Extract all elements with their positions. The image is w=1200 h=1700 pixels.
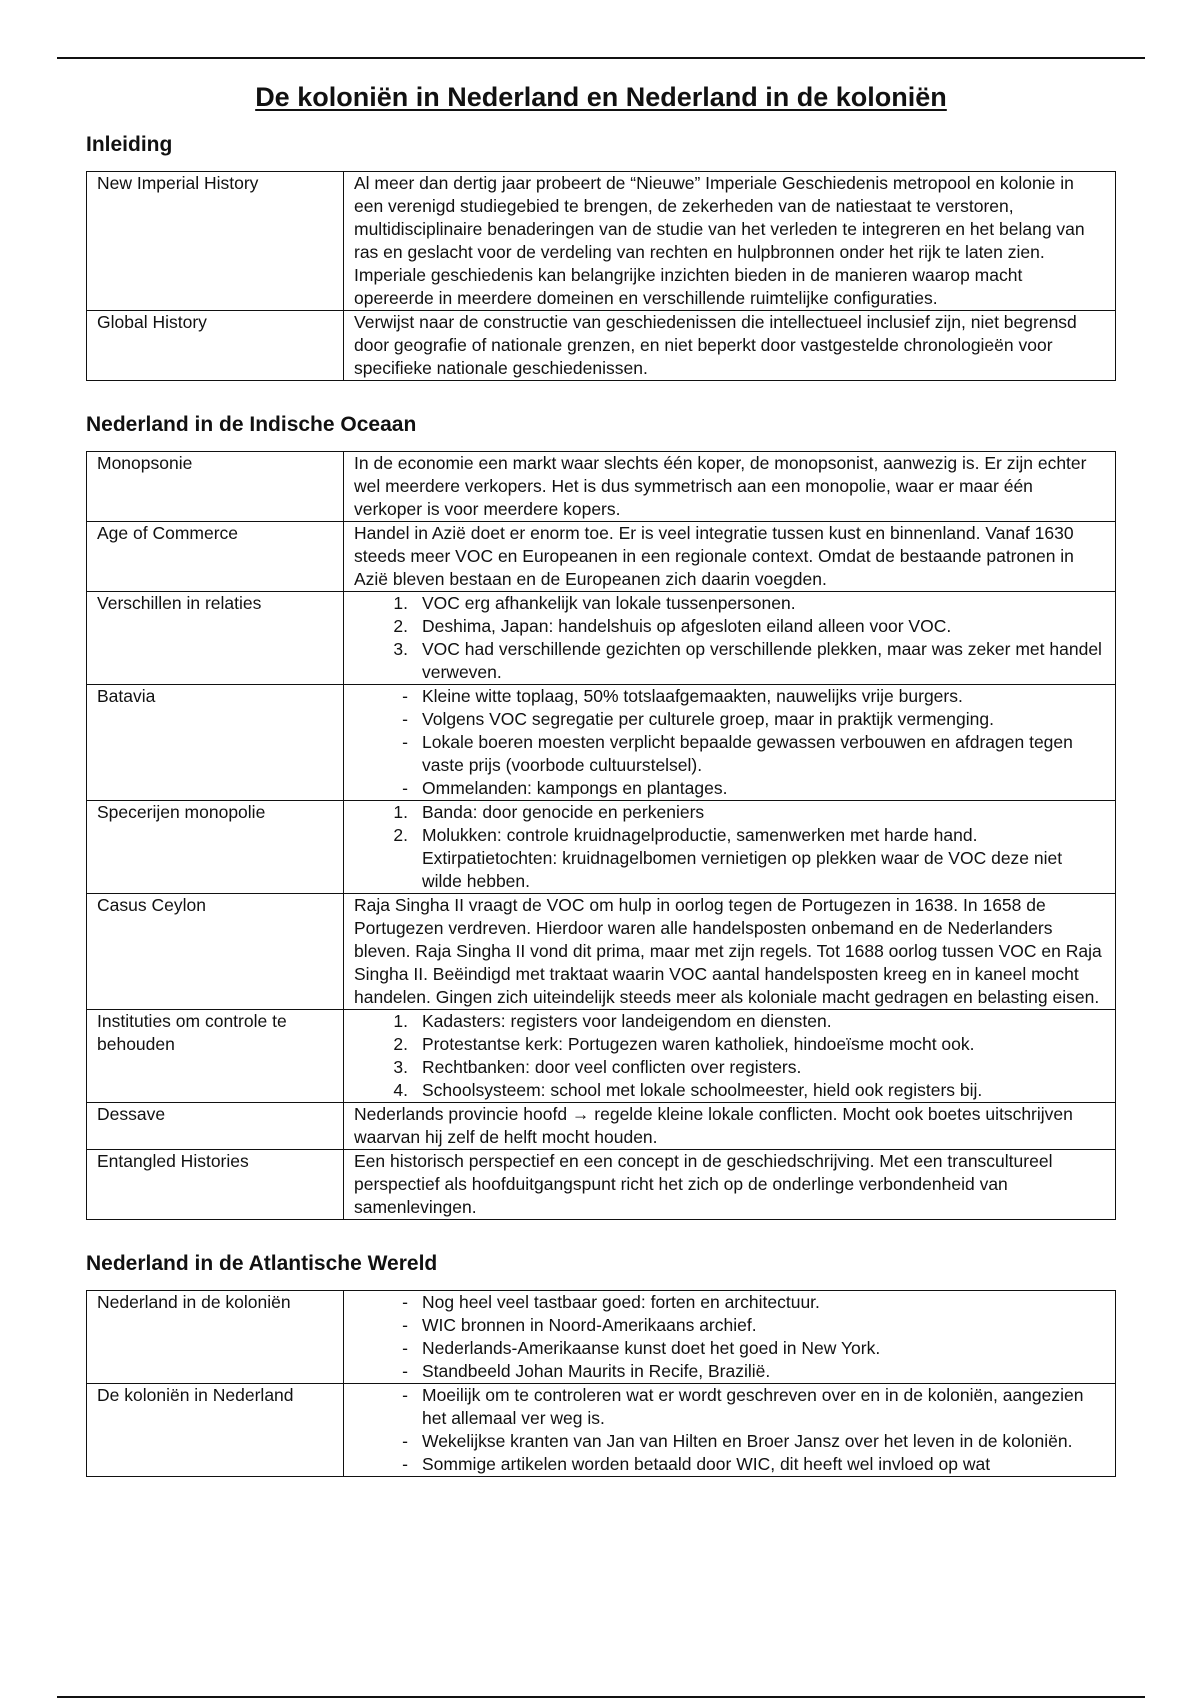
list-item-text: Lokale boeren moesten verplicht bepaalde gewassen verbouwen en afdragen tegen vaste prijs (voorbode cultuurstelsel). xyxy=(422,732,1073,775)
definition-list xyxy=(354,685,1105,800)
definition-cell xyxy=(344,1010,1116,1103)
list-item xyxy=(354,1453,1105,1476)
document-title: De koloniën in Nederland en Nederland in de koloniën xyxy=(255,82,947,112)
list-marker: 1. xyxy=(393,1011,408,1031)
table-row xyxy=(87,522,1116,592)
list-item xyxy=(354,1056,1105,1079)
definition-cell: Handel in Azië doet er enorm toe. Er is veel integratie tussen kust en binnenland. Vanaf 1630 steeds meer VOC en Europeanen in een regionale context. Omdat de bestaande patronen in Azië bleven bestaan en de Europeanen zich daarin voegden. xyxy=(344,522,1116,592)
definition-cell xyxy=(344,592,1116,685)
definition-cell: In de economie een markt waar slechts één koper, de monopsonist, aanwezig is. Er zijn echter wel meerdere verkopers. Het is dus symmetrisch aan een monopolie, waar er maar één verkoper is voor meerdere kopers. xyxy=(344,452,1116,522)
term-cell: Entangled Histories xyxy=(87,1150,344,1220)
list-item-text: Nederlands-Amerikaanse kunst doet het goed in New York. xyxy=(422,1338,881,1358)
section xyxy=(86,413,1116,1220)
list-item-text: Banda: door genocide en perkeniers xyxy=(422,802,705,822)
term-cell: De koloniën in Nederland xyxy=(87,1384,344,1477)
footer-rule xyxy=(57,1696,1145,1698)
list-item xyxy=(354,801,1105,824)
list-item xyxy=(354,777,1105,800)
header-rule xyxy=(57,57,1145,59)
list-marker: 1. xyxy=(393,593,408,613)
definition-cell xyxy=(344,801,1116,894)
list-item xyxy=(354,685,1105,708)
list-item xyxy=(354,615,1105,638)
document-page xyxy=(86,82,1116,1477)
term-cell: Age of Commerce xyxy=(87,522,344,592)
definition-list xyxy=(354,801,1105,893)
list-item-text: Moeilijk om te controleren wat er wordt geschreven over en in de koloniën, aangezien het allemaal ver weg is. xyxy=(422,1385,1084,1428)
sections-container xyxy=(86,133,1116,1477)
list-marker: - xyxy=(402,1292,408,1312)
list-marker: 2. xyxy=(393,616,408,636)
list-marker: 3. xyxy=(393,639,408,659)
list-item-text: Kleine witte toplaag, 50% totslaafgemaakten, nauwelijks vrije burgers. xyxy=(422,686,963,706)
list-marker: 4. xyxy=(393,1080,408,1100)
list-item xyxy=(354,708,1105,731)
term-cell: Batavia xyxy=(87,685,344,801)
list-item xyxy=(354,731,1105,777)
section-heading: Nederland in de Indische Oceaan xyxy=(86,413,417,436)
definition-cell: Nederlands provincie hoofd → regelde kleine lokale conflicten. Mocht ook boetes uitschrijven waarvan hij zelf de helft mocht houden. xyxy=(344,1103,1116,1150)
list-item-text: Standbeeld Johan Maurits in Recife, Brazilië. xyxy=(422,1361,771,1381)
list-item xyxy=(354,1033,1105,1056)
list-marker: 1. xyxy=(393,802,408,822)
term-cell: Instituties om controle te behouden xyxy=(87,1010,344,1103)
list-marker: - xyxy=(402,686,408,706)
list-item-text: Wekelijkse kranten van Jan van Hilten en Broer Jansz over het leven in de koloniën. xyxy=(422,1431,1073,1451)
list-marker: 3. xyxy=(393,1057,408,1077)
definition-cell: Verwijst naar de constructie van geschiedenissen die intellectueel inclusief zijn, niet begrensd door geografie of nationale grenzen, en niet beperkt door vastgestelde chronologieën voor specifieke nationale geschiedenissen. xyxy=(344,311,1116,381)
list-item-text: Schoolsysteem: school met lokale schoolmeester, hield ook registers bij. xyxy=(422,1080,983,1100)
table-row xyxy=(87,1010,1116,1103)
table-row xyxy=(87,1103,1116,1150)
list-marker: - xyxy=(402,1338,408,1358)
section-heading: Inleiding xyxy=(86,133,173,156)
list-item-text: Kadasters: registers voor landeigendom en diensten. xyxy=(422,1011,832,1031)
section-heading: Nederland in de Atlantische Wereld xyxy=(86,1252,438,1275)
table-row xyxy=(87,172,1116,311)
table-row xyxy=(87,685,1116,801)
table-row xyxy=(87,311,1116,381)
term-cell: Monopsonie xyxy=(87,452,344,522)
list-marker: - xyxy=(402,1315,408,1335)
list-item xyxy=(354,824,1105,893)
definition-cell xyxy=(344,685,1116,801)
list-item-text: Rechtbanken: door veel conflicten over registers. xyxy=(422,1057,802,1077)
definitions-table xyxy=(86,171,1116,381)
table-row xyxy=(87,894,1116,1010)
list-item-text: WIC bronnen in Noord-Amerikaans archief. xyxy=(422,1315,757,1335)
list-item-text: VOC had verschillende gezichten op verschillende plekken, maar was zeker met handel verweven. xyxy=(422,639,1102,682)
list-item-text: Sommige artikelen worden betaald door WIC, dit heeft wel invloed op wat xyxy=(422,1454,991,1474)
list-item-text: Ommelanden: kampongs en plantages. xyxy=(422,778,728,798)
list-marker: - xyxy=(402,778,408,798)
list-marker: - xyxy=(402,732,408,752)
list-item-text: VOC erg afhankelijk van lokale tussenpersonen. xyxy=(422,593,796,613)
table-row xyxy=(87,1384,1116,1477)
list-marker: - xyxy=(402,1431,408,1451)
term-cell: Casus Ceylon xyxy=(87,894,344,1010)
definition-cell: Een historisch perspectief en een concept in de geschiedschrijving. Met een transcultureel perspectief als hoofduitgangspunt richt het zich op de onderlinge verbondenheid van samenlevingen. xyxy=(344,1150,1116,1220)
definition-list xyxy=(354,1384,1105,1476)
list-item xyxy=(354,1430,1105,1453)
table-row xyxy=(87,1291,1116,1384)
section xyxy=(86,133,1116,381)
list-item xyxy=(354,638,1105,684)
list-marker: - xyxy=(402,709,408,729)
list-item-text: Nog heel veel tastbaar goed: forten en architectuur. xyxy=(422,1292,820,1312)
definition-cell xyxy=(344,1291,1116,1384)
definitions-table xyxy=(86,1290,1116,1477)
definition-cell xyxy=(344,1384,1116,1477)
definitions-table xyxy=(86,451,1116,1220)
definition-cell: Al meer dan dertig jaar probeert de “Nieuwe” Imperiale Geschiedenis metropool en kolonie in een verenigd studiegebied te brengen, de zekerheden van de natiestaat te verstoren, multidisciplinaire benaderingen van de studie van het verleden te integreren en het belang van ras en geslacht voor de verdeling van rechten en hulpbronnen onder het rijk te laten zien. Imperiale geschiedenis kan belangrijke inzichten bieden in de manieren waarop macht opereerde in meerdere domeinen en verschillende ruimtelijke configuraties. xyxy=(344,172,1116,311)
list-marker: 2. xyxy=(393,1034,408,1054)
definition-list xyxy=(354,592,1105,684)
list-item xyxy=(354,592,1105,615)
term-cell: Specerijen monopolie xyxy=(87,801,344,894)
list-item xyxy=(354,1291,1105,1314)
term-cell: Global History xyxy=(87,311,344,381)
list-item-text: Protestantse kerk: Portugezen waren katholiek, hindoeïsme mocht ook. xyxy=(422,1034,975,1054)
term-cell: Nederland in de koloniën xyxy=(87,1291,344,1384)
table-row xyxy=(87,452,1116,522)
definition-list xyxy=(354,1010,1105,1102)
list-marker: 2. xyxy=(393,825,408,845)
term-cell: Verschillen in relaties xyxy=(87,592,344,685)
definition-cell: Raja Singha II vraagt de VOC om hulp in oorlog tegen de Portugezen in 1638. In 1658 de Portugezen verdreven. Hierdoor waren alle handelsposten onbemand en de Nederlanders bleven. Raja Singha II vond dit prima, maar met zijn regels. Tot 1688 oorlog tussen VOC en Raja Singha II. Beëindigd met traktaat waarin VOC aantal handelsposten kreeg en in kaneel mocht handelen. Gingen zich uiteindelijk steeds meer als koloniale macht gedragen en belasting eisen. xyxy=(344,894,1116,1010)
section xyxy=(86,1252,1116,1477)
table-row xyxy=(87,801,1116,894)
term-cell: Dessave xyxy=(87,1103,344,1150)
list-marker: - xyxy=(402,1361,408,1381)
list-item-text: Volgens VOC segregatie per culturele groep, maar in praktijk vermenging. xyxy=(422,709,994,729)
definition-list xyxy=(354,1291,1105,1383)
term-cell: New Imperial History xyxy=(87,172,344,311)
list-item xyxy=(354,1314,1105,1337)
table-row xyxy=(87,592,1116,685)
list-marker: - xyxy=(402,1385,408,1405)
list-marker: - xyxy=(402,1454,408,1474)
list-item-text: Deshima, Japan: handelshuis op afgesloten eiland alleen voor VOC. xyxy=(422,616,952,636)
list-item xyxy=(354,1079,1105,1102)
list-item xyxy=(354,1010,1105,1033)
list-item xyxy=(354,1360,1105,1383)
table-row xyxy=(87,1150,1116,1220)
list-item-text: Molukken: controle kruidnagelproductie, samenwerken met harde hand. Extirpatietochten: kruidnagelbomen vernietigen op plekken waar de VOC deze niet wilde hebben. xyxy=(422,825,1063,891)
list-item xyxy=(354,1384,1105,1430)
list-item xyxy=(354,1337,1105,1360)
